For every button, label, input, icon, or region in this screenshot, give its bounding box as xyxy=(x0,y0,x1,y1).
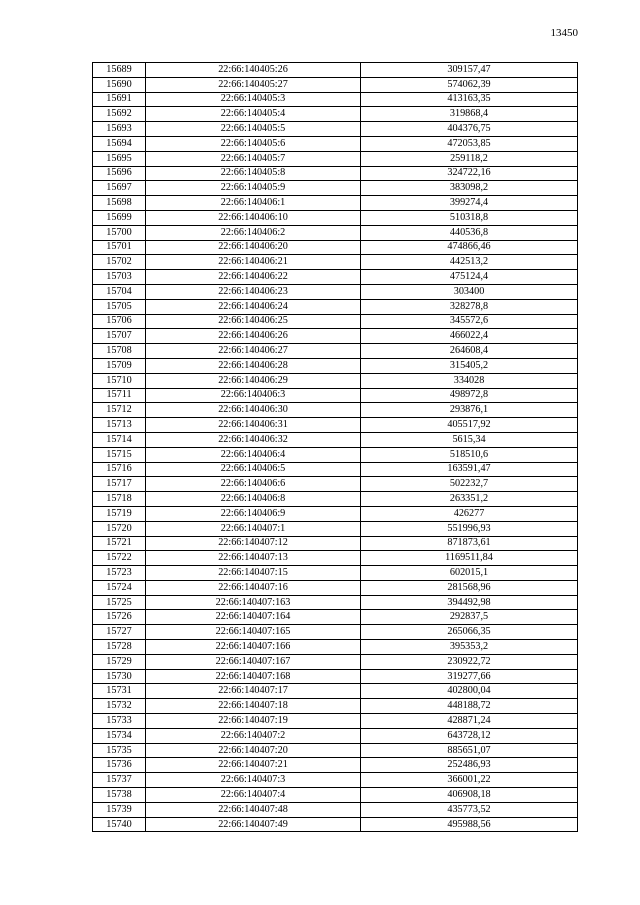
cadastral-number-cell: 22:66:140407:165 xyxy=(146,625,361,640)
row-number-cell: 15697 xyxy=(93,181,146,196)
cadastral-number-cell: 22:66:140406:5 xyxy=(146,462,361,477)
cadastral-number-cell: 22:66:140406:20 xyxy=(146,240,361,255)
cadastral-value-cell: 475124,4 xyxy=(361,270,578,285)
table-row xyxy=(93,669,578,684)
cadastral-value-cell: 328278,8 xyxy=(361,299,578,314)
table-row xyxy=(93,447,578,462)
cadastral-value-cell: 1169511,84 xyxy=(361,551,578,566)
row-number-cell: 15692 xyxy=(93,107,146,122)
cadastral-number-cell: 22:66:140407:49 xyxy=(146,817,361,832)
cadastral-number-cell: 22:66:140405:7 xyxy=(146,151,361,166)
cadastral-number-cell: 22:66:140407:3 xyxy=(146,773,361,788)
table-row xyxy=(93,566,578,581)
row-number-cell: 15731 xyxy=(93,684,146,699)
table-row xyxy=(93,506,578,521)
row-number-cell: 15698 xyxy=(93,196,146,211)
table-row xyxy=(93,122,578,137)
table-row xyxy=(93,373,578,388)
table-row xyxy=(93,477,578,492)
row-number-cell: 15699 xyxy=(93,210,146,225)
table-row xyxy=(93,329,578,344)
row-number-cell: 15732 xyxy=(93,699,146,714)
row-number-cell: 15723 xyxy=(93,566,146,581)
cadastral-number-cell: 22:66:140407:166 xyxy=(146,640,361,655)
cadastral-value-cell: 252486,93 xyxy=(361,758,578,773)
cadastral-number-cell: 22:66:140407:168 xyxy=(146,669,361,684)
table-row xyxy=(93,299,578,314)
row-number-cell: 15714 xyxy=(93,432,146,447)
cadastral-value-cell: 315405,2 xyxy=(361,358,578,373)
table-row xyxy=(93,817,578,832)
cadastral-number-cell: 22:66:140405:8 xyxy=(146,166,361,181)
table-row xyxy=(93,107,578,122)
table-row xyxy=(93,788,578,803)
cadastral-number-cell: 22:66:140407:15 xyxy=(146,566,361,581)
row-number-cell: 15725 xyxy=(93,595,146,610)
row-number-cell: 15705 xyxy=(93,299,146,314)
row-number-cell: 15709 xyxy=(93,358,146,373)
cadastral-value-cell: 319868,4 xyxy=(361,107,578,122)
cadastral-value-cell: 163591,47 xyxy=(361,462,578,477)
table-row xyxy=(93,551,578,566)
cadastral-value-cell: 871873,61 xyxy=(361,536,578,551)
cadastral-value-cell: 292837,5 xyxy=(361,610,578,625)
cadastral-value-cell: 395353,2 xyxy=(361,640,578,655)
row-number-cell: 15736 xyxy=(93,758,146,773)
table-row xyxy=(93,255,578,270)
row-number-cell: 15704 xyxy=(93,284,146,299)
row-number-cell: 15733 xyxy=(93,714,146,729)
cadastral-value-cell: 428871,24 xyxy=(361,714,578,729)
cadastral-value-cell: 435773,52 xyxy=(361,802,578,817)
table-row xyxy=(93,773,578,788)
cadastral-value-cell: 495988,56 xyxy=(361,817,578,832)
table-row xyxy=(93,240,578,255)
cadastral-value-cell: 518510,6 xyxy=(361,447,578,462)
cadastral-value-cell: 265066,35 xyxy=(361,625,578,640)
cadastral-number-cell: 22:66:140406:21 xyxy=(146,255,361,270)
cadastral-value-cell: 472053,85 xyxy=(361,136,578,151)
row-number-cell: 15716 xyxy=(93,462,146,477)
cadastral-number-cell: 22:66:140406:3 xyxy=(146,388,361,403)
cadastral-value-cell: 259118,2 xyxy=(361,151,578,166)
table-row xyxy=(93,77,578,92)
cadastral-value-cell: 293876,1 xyxy=(361,403,578,418)
row-number-cell: 15689 xyxy=(93,63,146,78)
cadastral-value-cell: 502232,7 xyxy=(361,477,578,492)
cadastral-number-cell: 22:66:140406:8 xyxy=(146,492,361,507)
cadastral-number-cell: 22:66:140406:24 xyxy=(146,299,361,314)
cadastral-value-cell: 345572,6 xyxy=(361,314,578,329)
cadastral-value-cell: 402800,04 xyxy=(361,684,578,699)
row-number-cell: 15727 xyxy=(93,625,146,640)
table-row xyxy=(93,699,578,714)
row-number-cell: 15708 xyxy=(93,344,146,359)
row-number-cell: 15728 xyxy=(93,640,146,655)
cadastral-number-cell: 22:66:140406:25 xyxy=(146,314,361,329)
cadastral-number-cell: 22:66:140406:28 xyxy=(146,358,361,373)
cadastral-value-cell: 574062,39 xyxy=(361,77,578,92)
table-row xyxy=(93,492,578,507)
row-number-cell: 15721 xyxy=(93,536,146,551)
cadastral-number-cell: 22:66:140406:30 xyxy=(146,403,361,418)
cadastral-number-cell: 22:66:140406:10 xyxy=(146,210,361,225)
cadastral-number-cell: 22:66:140406:22 xyxy=(146,270,361,285)
row-number-cell: 15715 xyxy=(93,447,146,462)
cadastral-value-cell: 383098,2 xyxy=(361,181,578,196)
table-row xyxy=(93,344,578,359)
row-number-cell: 15726 xyxy=(93,610,146,625)
cadastral-value-cell: 303400 xyxy=(361,284,578,299)
table-row xyxy=(93,802,578,817)
table-row xyxy=(93,418,578,433)
cadastral-value-cell: 309157,47 xyxy=(361,63,578,78)
cadastral-number-cell: 22:66:140407:167 xyxy=(146,654,361,669)
table-row xyxy=(93,743,578,758)
cadastral-value-cell: 263351,2 xyxy=(361,492,578,507)
row-number-cell: 15694 xyxy=(93,136,146,151)
cadastral-number-cell: 22:66:140407:1 xyxy=(146,521,361,536)
cadastral-number-cell: 22:66:140407:16 xyxy=(146,580,361,595)
cadastral-value-cell: 510318,8 xyxy=(361,210,578,225)
table-row xyxy=(93,580,578,595)
table-row xyxy=(93,314,578,329)
row-number-cell: 15737 xyxy=(93,773,146,788)
table-row xyxy=(93,714,578,729)
cadastral-number-cell: 22:66:140407:20 xyxy=(146,743,361,758)
row-number-cell: 15718 xyxy=(93,492,146,507)
table-row xyxy=(93,758,578,773)
row-number-cell: 15703 xyxy=(93,270,146,285)
cadastral-value-cell: 281568,96 xyxy=(361,580,578,595)
cadastral-number-cell: 22:66:140406:31 xyxy=(146,418,361,433)
cadastral-value-cell: 394492,98 xyxy=(361,595,578,610)
row-number-cell: 15710 xyxy=(93,373,146,388)
cadastral-number-cell: 22:66:140405:9 xyxy=(146,181,361,196)
table-row xyxy=(93,63,578,78)
row-number-cell: 15729 xyxy=(93,654,146,669)
cadastral-value-cell: 230922,72 xyxy=(361,654,578,669)
row-number-cell: 15717 xyxy=(93,477,146,492)
cadastral-number-cell: 22:66:140405:4 xyxy=(146,107,361,122)
cadastral-number-cell: 22:66:140406:9 xyxy=(146,506,361,521)
table-row xyxy=(93,521,578,536)
row-number-cell: 15735 xyxy=(93,743,146,758)
cadastral-value-cell: 413163,35 xyxy=(361,92,578,107)
cadastral-number-cell: 22:66:140407:18 xyxy=(146,699,361,714)
table-row xyxy=(93,225,578,240)
cadastral-number-cell: 22:66:140407:163 xyxy=(146,595,361,610)
row-number-cell: 15724 xyxy=(93,580,146,595)
cadastral-value-table xyxy=(92,62,578,832)
cadastral-number-cell: 22:66:140407:13 xyxy=(146,551,361,566)
row-number-cell: 15712 xyxy=(93,403,146,418)
row-number-cell: 15722 xyxy=(93,551,146,566)
cadastral-value-cell: 319277,66 xyxy=(361,669,578,684)
cadastral-value-cell: 366001,22 xyxy=(361,773,578,788)
cadastral-number-cell: 22:66:140407:17 xyxy=(146,684,361,699)
cadastral-number-cell: 22:66:140406:1 xyxy=(146,196,361,211)
table-row xyxy=(93,92,578,107)
cadastral-number-cell: 22:66:140406:32 xyxy=(146,432,361,447)
row-number-cell: 15696 xyxy=(93,166,146,181)
cadastral-value-cell: 498972,8 xyxy=(361,388,578,403)
table-row xyxy=(93,610,578,625)
table-row xyxy=(93,536,578,551)
row-number-cell: 15693 xyxy=(93,122,146,137)
row-number-cell: 15720 xyxy=(93,521,146,536)
table-body xyxy=(93,63,578,832)
cadastral-number-cell: 22:66:140407:164 xyxy=(146,610,361,625)
table-row xyxy=(93,270,578,285)
row-number-cell: 15690 xyxy=(93,77,146,92)
table-row xyxy=(93,403,578,418)
row-number-cell: 15719 xyxy=(93,506,146,521)
row-number-cell: 15707 xyxy=(93,329,146,344)
cadastral-value-cell: 406908,18 xyxy=(361,788,578,803)
cadastral-number-cell: 22:66:140407:19 xyxy=(146,714,361,729)
cadastral-value-cell: 399274,4 xyxy=(361,196,578,211)
cadastral-value-cell: 5615,34 xyxy=(361,432,578,447)
cadastral-number-cell: 22:66:140406:29 xyxy=(146,373,361,388)
cadastral-value-cell: 442513,2 xyxy=(361,255,578,270)
cadastral-number-cell: 22:66:140406:26 xyxy=(146,329,361,344)
table-row xyxy=(93,388,578,403)
table-row xyxy=(93,625,578,640)
cadastral-number-cell: 22:66:140407:48 xyxy=(146,802,361,817)
cadastral-number-cell: 22:66:140406:2 xyxy=(146,225,361,240)
cadastral-number-cell: 22:66:140406:4 xyxy=(146,447,361,462)
row-number-cell: 15738 xyxy=(93,788,146,803)
page-number: 13450 xyxy=(550,27,578,39)
row-number-cell: 15739 xyxy=(93,802,146,817)
cadastral-number-cell: 22:66:140406:23 xyxy=(146,284,361,299)
cadastral-value-cell: 426277 xyxy=(361,506,578,521)
table-row xyxy=(93,654,578,669)
table-row xyxy=(93,284,578,299)
cadastral-value-cell: 440536,8 xyxy=(361,225,578,240)
table-row xyxy=(93,136,578,151)
cadastral-number-cell: 22:66:140405:27 xyxy=(146,77,361,92)
cadastral-value-cell: 602015,1 xyxy=(361,566,578,581)
row-number-cell: 15701 xyxy=(93,240,146,255)
table-row xyxy=(93,728,578,743)
table-row xyxy=(93,640,578,655)
cadastral-value-cell: 643728,12 xyxy=(361,728,578,743)
row-number-cell: 15700 xyxy=(93,225,146,240)
cadastral-number-cell: 22:66:140405:5 xyxy=(146,122,361,137)
cadastral-number-cell: 22:66:140407:4 xyxy=(146,788,361,803)
cadastral-value-cell: 551996,93 xyxy=(361,521,578,536)
cadastral-value-cell: 885651,07 xyxy=(361,743,578,758)
cadastral-number-cell: 22:66:140406:27 xyxy=(146,344,361,359)
table-row xyxy=(93,358,578,373)
cadastral-value-cell: 264608,4 xyxy=(361,344,578,359)
row-number-cell: 15695 xyxy=(93,151,146,166)
table-row xyxy=(93,166,578,181)
cadastral-number-cell: 22:66:140405:3 xyxy=(146,92,361,107)
cadastral-value-cell: 404376,75 xyxy=(361,122,578,137)
row-number-cell: 15706 xyxy=(93,314,146,329)
cadastral-number-cell: 22:66:140406:6 xyxy=(146,477,361,492)
row-number-cell: 15711 xyxy=(93,388,146,403)
row-number-cell: 15740 xyxy=(93,817,146,832)
row-number-cell: 15734 xyxy=(93,728,146,743)
row-number-cell: 15730 xyxy=(93,669,146,684)
cadastral-number-cell: 22:66:140407:12 xyxy=(146,536,361,551)
table-row xyxy=(93,210,578,225)
cadastral-value-cell: 466022,4 xyxy=(361,329,578,344)
table-row xyxy=(93,595,578,610)
row-number-cell: 15702 xyxy=(93,255,146,270)
table-row xyxy=(93,181,578,196)
cadastral-value-cell: 334028 xyxy=(361,373,578,388)
row-number-cell: 15713 xyxy=(93,418,146,433)
cadastral-value-cell: 474866,46 xyxy=(361,240,578,255)
cadastral-value-cell: 405517,92 xyxy=(361,418,578,433)
table-row xyxy=(93,684,578,699)
cadastral-number-cell: 22:66:140405:26 xyxy=(146,63,361,78)
row-number-cell: 15691 xyxy=(93,92,146,107)
table-row xyxy=(93,462,578,477)
cadastral-number-cell: 22:66:140407:21 xyxy=(146,758,361,773)
cadastral-number-cell: 22:66:140407:2 xyxy=(146,728,361,743)
table-row xyxy=(93,196,578,211)
table-row xyxy=(93,432,578,447)
table-row xyxy=(93,151,578,166)
cadastral-value-cell: 324722,16 xyxy=(361,166,578,181)
cadastral-value-cell: 448188,72 xyxy=(361,699,578,714)
cadastral-number-cell: 22:66:140405:6 xyxy=(146,136,361,151)
